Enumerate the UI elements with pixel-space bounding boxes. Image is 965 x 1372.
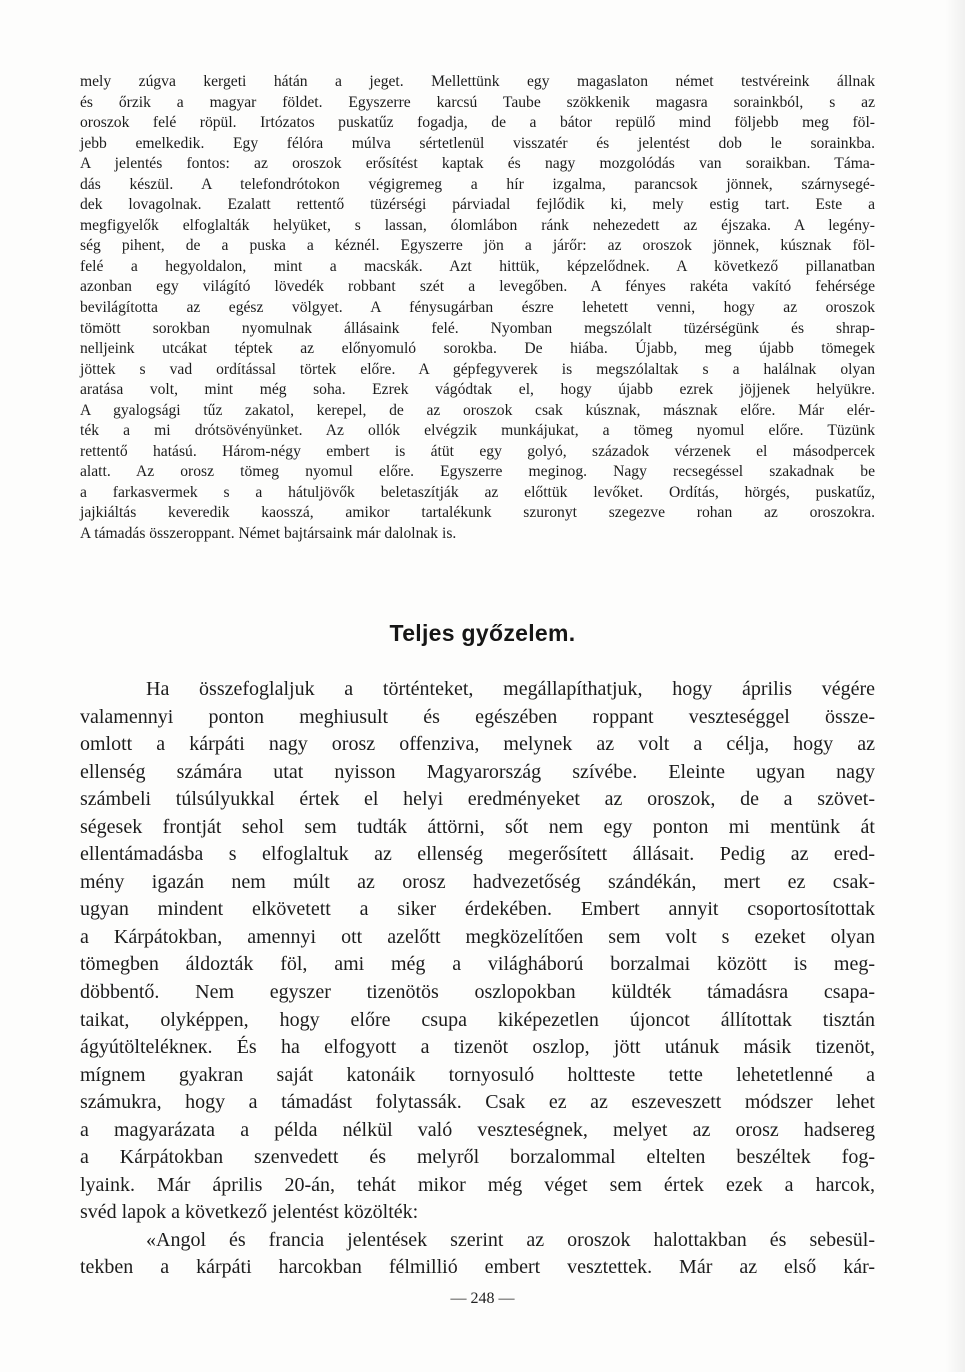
text-line: A jelentés fontos: az oroszok erősítést kaptak és nagy mozgolódás van soraikban. Táma- [80, 155, 875, 173]
text-line: azonban egy világító lövedék robbant szét a levegőben. A fényes rakéta vakító fehérsége [80, 278, 875, 296]
text-line: aratása volt, mint még soha. Ezrek vágódtak el, hogy újabb ezrek jöjjenek helyükre. [80, 381, 875, 399]
text-line: döbbentő. Nem egyszer tizenötös oszlopokban küldték támadásra csapa- [80, 981, 875, 1004]
text-line: mely zúgva kergeti hátán a jeget. Mellettünk egy magaslaton német testvéreink állnak [80, 73, 875, 90]
text-line: ellenség számára utat nyisson Magyarország szívébe. Eleinte ugyan nagy [80, 760, 875, 783]
text-line: ellentámadásba s elfoglaltuk az ellenség megerősített állásait. Pedig az ered- [80, 843, 875, 866]
text-line: számbeli túlsúlyukkal értek el helyi eredményeket az oroszok, de a szövet- [80, 788, 875, 811]
text-line: ágyútöltelékneк. És ha elfogyott a tizenöt oszlop, jött utánuk másik tizenöt, [80, 1036, 875, 1059]
text-line: ség pihent, de a puska a kéznél. Egyszerre jön a járőr: az oroszok jönnek, kúsznak föl- [80, 237, 875, 255]
text-line: jöttek s vad ordítással törtek előre. A gépfegyverek is megszólaltak s a halálnak olyan [80, 360, 875, 378]
text-line: oroszok felé röpül. Irtózatos puskatűz fogadja, de a bátor repülő mind följebb meg föl- [80, 114, 875, 132]
scan-edge-shadow [945, 0, 965, 1372]
text-line: dek lovagolnak. Ezalatt rettentő tüzérségi párviadal fejlődik ki, mely estig tart. Este a [80, 196, 875, 214]
text-line: és őrzik a magyar földet. Egyszerre karcsú Taube szökkenik magasra sorainkból, s az [80, 93, 875, 111]
text-line: mígnem gyakran saját katonáik tornyosuló holtteste tette lehetetlenné a [80, 1063, 875, 1086]
text-line: a Kárpátokban szenvedett és melyről borzalommal eltelten beszéltek fog- [80, 1146, 875, 1169]
text-line: ségesek frontját sehol sem tudták áttörni, sőt nem egy ponton mi mentünk át [80, 815, 875, 838]
text-line: alatt. Az orosz tömeg nyomul előre. Egyszerre meginog. Nagy recsegéssel szakadnak be [80, 463, 875, 481]
text-line: tömegben áldozták föl, ami még a világháború borzalmai között is meg- [80, 953, 875, 976]
text-line: mény igazán nem múlt az orosz hadvezetőség szándékán, mert ez csak- [80, 870, 875, 893]
text-line: felé a hegyoldalon, mint a macskák. Azt hittük, képzelődnek. A következő pillanatban [80, 257, 875, 275]
text-line: omlott a kárpáti nagy orosz offenziva, melynek az volt a célja, hogy az [80, 733, 875, 756]
text-line: jajkiáltás keveredik kaosszá, amikor tartalékunk szuronyt szegezve rohan az oroszokra. [80, 504, 875, 522]
text-line: dás készül. A telefondrótokon végigremeg a hír izgalma, parancsok jönnek, szárnysegé- [80, 175, 875, 193]
text-line: A támadás összeroppant. Német bajtársaink már dalolnak is. [80, 525, 457, 543]
text-line: a magyarázata a példa nélkül való veszteségnek, melyet az orosz hadsereg [80, 1118, 875, 1141]
text-line: a farkasvermek s a hátuljövők beletaszítják az előttük levőket. Ordítás, hörgés, puskatűz, [80, 483, 875, 501]
text-line: tömött sorokban nyomulnak állásaink felé. Nyomban megszólalt tüzérségünk és shrap- [80, 319, 875, 337]
text-line: ték a mi drótsövényünket. Az ollók elvégzik munkájukat, a tömeg nyomul előre. Tüzünk [80, 422, 875, 440]
top-paragraph [80, 72, 875, 545]
text-line: Ha összefoglaljuk a történteket, megállapíthatjuk, hogy április végére [146, 678, 875, 700]
text-line: valamennyi ponton meghiusult és egészében roppant veszteséggel össze- [80, 705, 875, 728]
text-line: nelljeink utcákat téptek az előnyomuló sorokba. De hiába. Újabb, meg újabb tömegek [80, 340, 875, 358]
text-line: ugyan mindent elkövetett a siker érdekében. Embert annyit csoportosítottak [80, 898, 875, 921]
page-number: — 248 — [450, 1290, 515, 1307]
text-line: megfigyelők elfoglalták helyüket, s lassan, ólomlábon ránk nehezedett az éjszaka. A legény- [80, 216, 875, 234]
text-line: tekben a kárpáti harcokban félmillió embert vesztettek. Már az első kár- [80, 1256, 875, 1279]
text-line: A gyalogsági tűz zakatol, kerepel, de az oroszok csak kúsznak, másznak előre. Már elér- [80, 401, 875, 419]
text-line: rettentő hatású. Három-négy embert is átüt egy golyó, századok vérzenek el másodpercek [80, 442, 875, 460]
text-line: jebb emelkedik. Egy félóra múlva sértetlenül visszatér és jelentést dob le sorainkba. [80, 134, 875, 152]
text-line: «Angol és francia jelentések szerint az oroszok halottakban és sebesül- [146, 1228, 875, 1251]
text-line: a Kárpátokban, amennyi ott azelőtt megközelítően sem volt s ezeket olyan [80, 925, 875, 948]
text-line: számukra, hogy a támadást folytassák. Csak ez az eszeveszett módszer lehet [80, 1091, 875, 1114]
section-title: Teljes győzelem. [389, 620, 576, 646]
text-line: taikat, olyképpen, hogy előre csupa kiképezetlen újoncot állítottak tisztán [80, 1008, 875, 1031]
text-line: bevilágította az egész völgyet. A fénysugárban észre lehetett venni, hogy az oroszok [80, 299, 875, 317]
text-line: lyaink. Már április 20-án, tehát mikor még véget sem értek ezek a harcok, [80, 1173, 875, 1196]
main-paragraph [80, 676, 875, 1282]
text-line: svéd lapok a következő jelentést közölték: [80, 1201, 419, 1224]
